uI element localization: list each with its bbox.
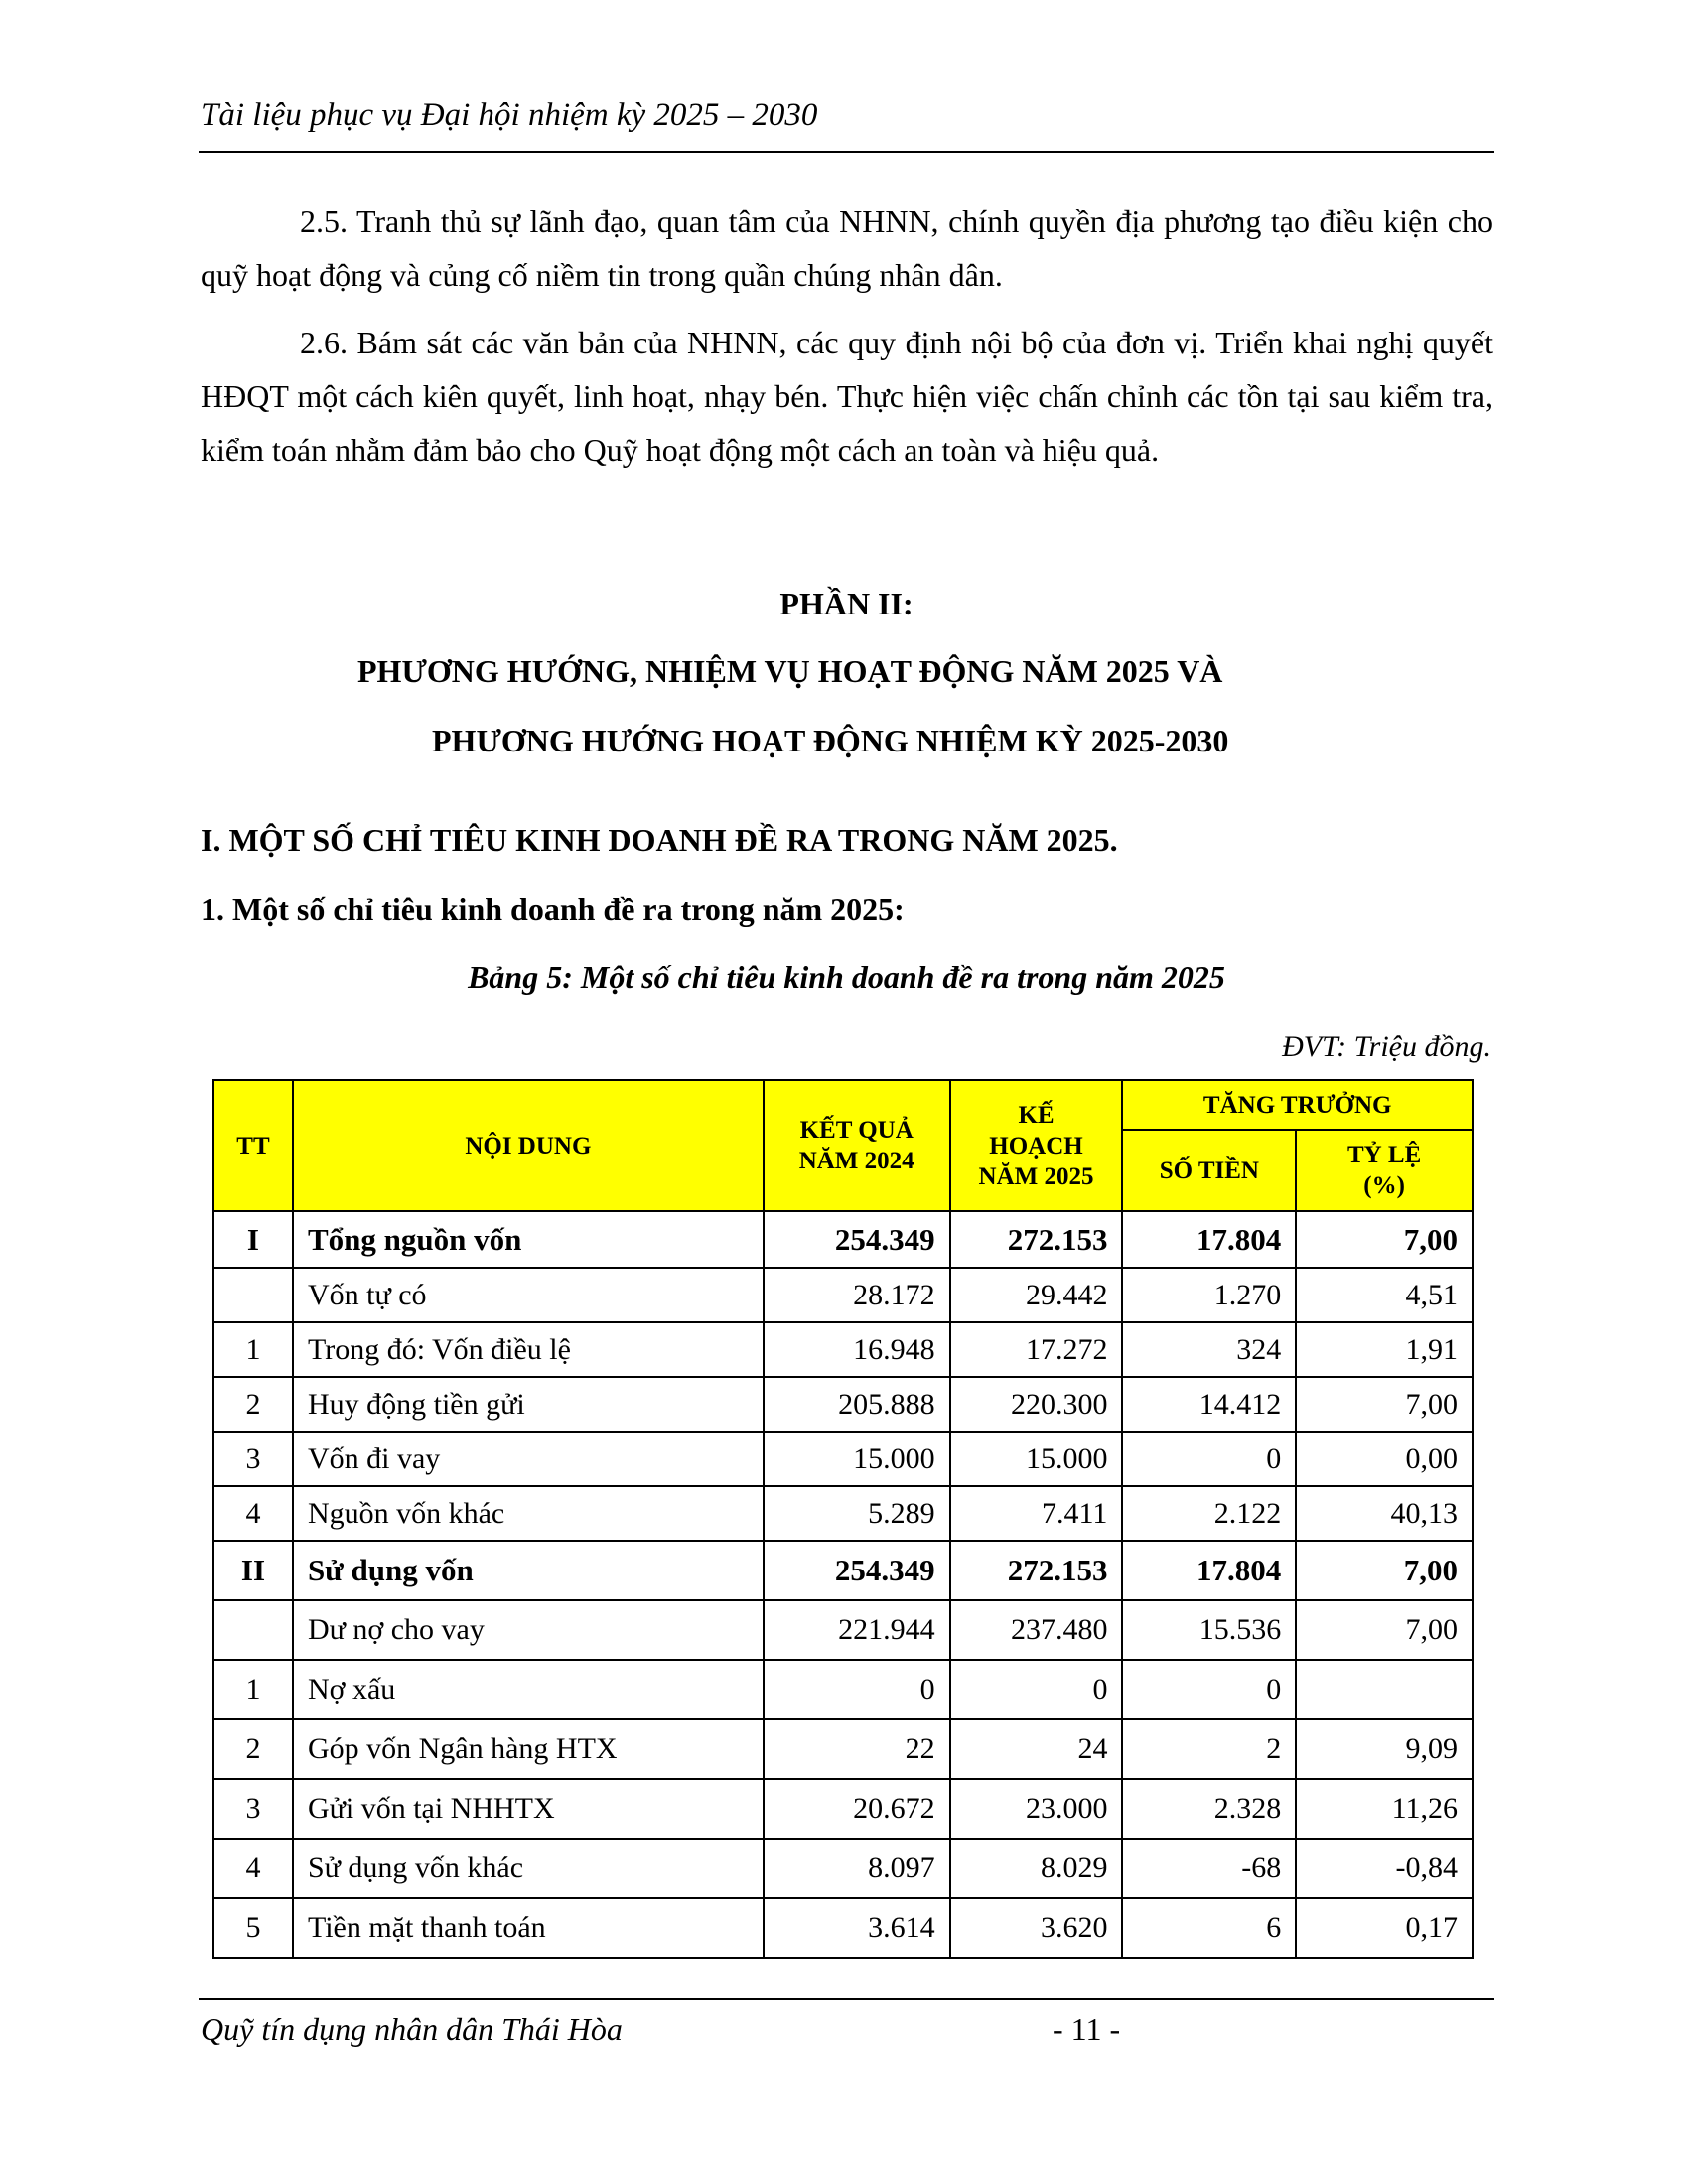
- business-targets-table: [212, 1079, 1474, 1959]
- cell-tt: 2: [213, 1719, 293, 1779]
- cell-tt: 1: [213, 1660, 293, 1719]
- table-row: [213, 1719, 1473, 1779]
- cell-tt: 4: [213, 1486, 293, 1541]
- cell-amount: 1.270: [1122, 1268, 1296, 1322]
- cell-amount: 17.804: [1122, 1211, 1296, 1268]
- cell-result-2024: 15.000: [764, 1432, 950, 1486]
- table-row: [213, 1211, 1473, 1268]
- header-amount: SỐ TIỀN: [1122, 1130, 1296, 1211]
- cell-plan-2025: 3.620: [950, 1898, 1123, 1958]
- cell-amount: 0: [1122, 1432, 1296, 1486]
- section-heading: I. MỘT SỐ CHỈ TIÊU KINH DOANH ĐỀ RA TRONG NĂM 2025.: [201, 822, 1118, 858]
- table-row: [213, 1600, 1473, 1660]
- part-title: PHẦN II:: [779, 586, 914, 621]
- cell-plan-2025: 17.272: [950, 1322, 1123, 1377]
- cell-content: Dư nợ cho vay: [293, 1600, 764, 1660]
- cell-content: Góp vốn Ngân hàng HTX: [293, 1719, 764, 1779]
- cell-ratio: 4,51: [1296, 1268, 1473, 1322]
- part-subtitle-1: PHƯƠNG HƯỚNG, NHIỆM VỤ HOẠT ĐỘNG NĂM 2025 VÀ: [357, 653, 1223, 689]
- table-row: [213, 1432, 1473, 1486]
- cell-plan-2025: 24: [950, 1719, 1123, 1779]
- header-ratio-line2: (%): [1363, 1172, 1405, 1199]
- header-rule: [199, 151, 1494, 153]
- part-subtitle-2: PHƯƠNG HƯỚNG HOẠT ĐỘNG NHIỆM KỲ 2025-2030: [432, 723, 1229, 758]
- cell-ratio: 11,26: [1296, 1779, 1473, 1839]
- cell-amount: 14.412: [1122, 1377, 1296, 1432]
- cell-result-2024: 16.948: [764, 1322, 950, 1377]
- cell-ratio: 1,91: [1296, 1322, 1473, 1377]
- cell-content: Tổng nguồn vốn: [293, 1211, 764, 1268]
- cell-amount: -68: [1122, 1839, 1296, 1898]
- cell-result-2024: 0: [764, 1660, 950, 1719]
- cell-tt: I: [213, 1211, 293, 1268]
- cell-amount: 6: [1122, 1898, 1296, 1958]
- cell-ratio: 0,17: [1296, 1898, 1473, 1958]
- cell-tt: 2: [213, 1377, 293, 1432]
- cell-content: Huy động tiền gửi: [293, 1377, 764, 1432]
- cell-content: Vốn tự có: [293, 1268, 764, 1322]
- cell-content: Nợ xấu: [293, 1660, 764, 1719]
- cell-ratio: 7,00: [1296, 1541, 1473, 1600]
- cell-content: Gửi vốn tại NHHTX: [293, 1779, 764, 1839]
- cell-tt: [213, 1600, 293, 1660]
- page-number: - 11 -: [1053, 2011, 1121, 2047]
- header-plan-line1: KẾ: [1018, 1101, 1055, 1129]
- cell-content: Vốn đi vay: [293, 1432, 764, 1486]
- header-result-line1: KẾT QUẢ: [799, 1117, 914, 1144]
- table-row: [213, 1322, 1473, 1377]
- cell-amount: 2.122: [1122, 1486, 1296, 1541]
- cell-plan-2025: 0: [950, 1660, 1123, 1719]
- cell-plan-2025: 272.153: [950, 1541, 1123, 1600]
- cell-ratio: 9,09: [1296, 1719, 1473, 1779]
- cell-result-2024: 3.614: [764, 1898, 950, 1958]
- table-row: [213, 1377, 1473, 1432]
- cell-ratio: 7,00: [1296, 1377, 1473, 1432]
- table-row: [213, 1839, 1473, 1898]
- cell-ratio: 40,13: [1296, 1486, 1473, 1541]
- cell-content: Sử dụng vốn khác: [293, 1839, 764, 1898]
- cell-amount: 2: [1122, 1719, 1296, 1779]
- cell-ratio: [1296, 1660, 1473, 1719]
- table-row: [213, 1541, 1473, 1600]
- cell-tt: 3: [213, 1779, 293, 1839]
- cell-tt: II: [213, 1541, 293, 1600]
- cell-plan-2025: 272.153: [950, 1211, 1123, 1268]
- cell-plan-2025: 8.029: [950, 1839, 1123, 1898]
- cell-tt: 4: [213, 1839, 293, 1898]
- cell-plan-2025: 7.411: [950, 1486, 1123, 1541]
- footer-org: Quỹ tín dụng nhân dân Thái Hòa: [201, 2011, 623, 2047]
- header-content: NỘI DUNG: [293, 1080, 764, 1211]
- cell-amount: 2.328: [1122, 1779, 1296, 1839]
- cell-result-2024: 254.349: [764, 1541, 950, 1600]
- cell-tt: 1: [213, 1322, 293, 1377]
- page-header: Tài liệu phục vụ Đại hội nhiệm kỳ 2025 – 2030: [201, 97, 818, 133]
- cell-amount: 0: [1122, 1660, 1296, 1719]
- cell-ratio: 7,00: [1296, 1211, 1473, 1268]
- cell-tt: 5: [213, 1898, 293, 1958]
- header-plan-line3: NĂM 2025: [978, 1162, 1094, 1190]
- cell-amount: 15.536: [1122, 1600, 1296, 1660]
- cell-result-2024: 20.672: [764, 1779, 950, 1839]
- subsection-heading: 1. Một số chỉ tiêu kinh doanh đề ra trong năm 2025:: [201, 891, 905, 927]
- header-ratio-line1: TỶ LỆ: [1346, 1142, 1422, 1168]
- cell-result-2024: 221.944: [764, 1600, 950, 1660]
- header-result-line2: NĂM 2024: [798, 1148, 914, 1174]
- cell-tt: 3: [213, 1432, 293, 1486]
- cell-content: Sử dụng vốn: [293, 1541, 764, 1600]
- cell-result-2024: 22: [764, 1719, 950, 1779]
- cell-content: Trong đó: Vốn điều lệ: [293, 1322, 764, 1377]
- header-plan-2025: [950, 1080, 1123, 1211]
- cell-ratio: 0,00: [1296, 1432, 1473, 1486]
- cell-content: Tiền mặt thanh toán: [293, 1898, 764, 1958]
- cell-content: Nguồn vốn khác: [293, 1486, 764, 1541]
- table-unit: ĐVT: Triệu đồng.: [1282, 1030, 1491, 1063]
- cell-plan-2025: 29.442: [950, 1268, 1123, 1322]
- footer-rule: [199, 1998, 1494, 2000]
- cell-result-2024: 28.172: [764, 1268, 950, 1322]
- table-row: [213, 1268, 1473, 1322]
- cell-plan-2025: 220.300: [950, 1377, 1123, 1432]
- cell-ratio: -0,84: [1296, 1839, 1473, 1898]
- table-row: [213, 1486, 1473, 1541]
- table-row: [213, 1898, 1473, 1958]
- header-ratio: [1296, 1130, 1473, 1211]
- cell-tt: [213, 1268, 293, 1322]
- cell-ratio: 7,00: [1296, 1600, 1473, 1660]
- paragraph-2-5: 2.5. Tranh thủ sự lãnh đạo, quan tâm của NHNN, chính quyền địa phương tạo điều kiện cho quỹ hoạt động và củng cố niềm tin trong quần chúng nhân dân.: [201, 204, 1493, 293]
- header-plan-line2: HOẠCH: [989, 1132, 1083, 1160]
- cell-plan-2025: 23.000: [950, 1779, 1123, 1839]
- header-tt: TT: [213, 1080, 293, 1211]
- table-caption: Bảng 5: Một số chỉ tiêu kinh doanh đề ra trong năm 2025: [468, 959, 1225, 995]
- cell-result-2024: 254.349: [764, 1211, 950, 1268]
- cell-result-2024: 8.097: [764, 1839, 950, 1898]
- cell-plan-2025: 237.480: [950, 1600, 1123, 1660]
- table-row: [213, 1779, 1473, 1839]
- cell-amount: 17.804: [1122, 1541, 1296, 1600]
- header-result-2024: [764, 1080, 950, 1211]
- cell-plan-2025: 15.000: [950, 1432, 1123, 1486]
- cell-result-2024: 5.289: [764, 1486, 950, 1541]
- cell-result-2024: 205.888: [764, 1377, 950, 1432]
- header-growth: TĂNG TRƯỞNG: [1122, 1080, 1473, 1130]
- table-row: [213, 1660, 1473, 1719]
- cell-amount: 324: [1122, 1322, 1296, 1377]
- paragraph-2-6: 2.6. Bám sát các văn bản của NHNN, các quy định nội bộ của đơn vị. Triển khai nghị quyết HĐQT một cách kiên quyết, linh hoạt, nhạy bén. Thực hiện việc chấn chỉnh các tồn tại sau kiểm tra, kiểm toán nhằm đảm bảo cho Quỹ hoạt động một cách an toàn và hiệu quả.: [201, 325, 1493, 468]
